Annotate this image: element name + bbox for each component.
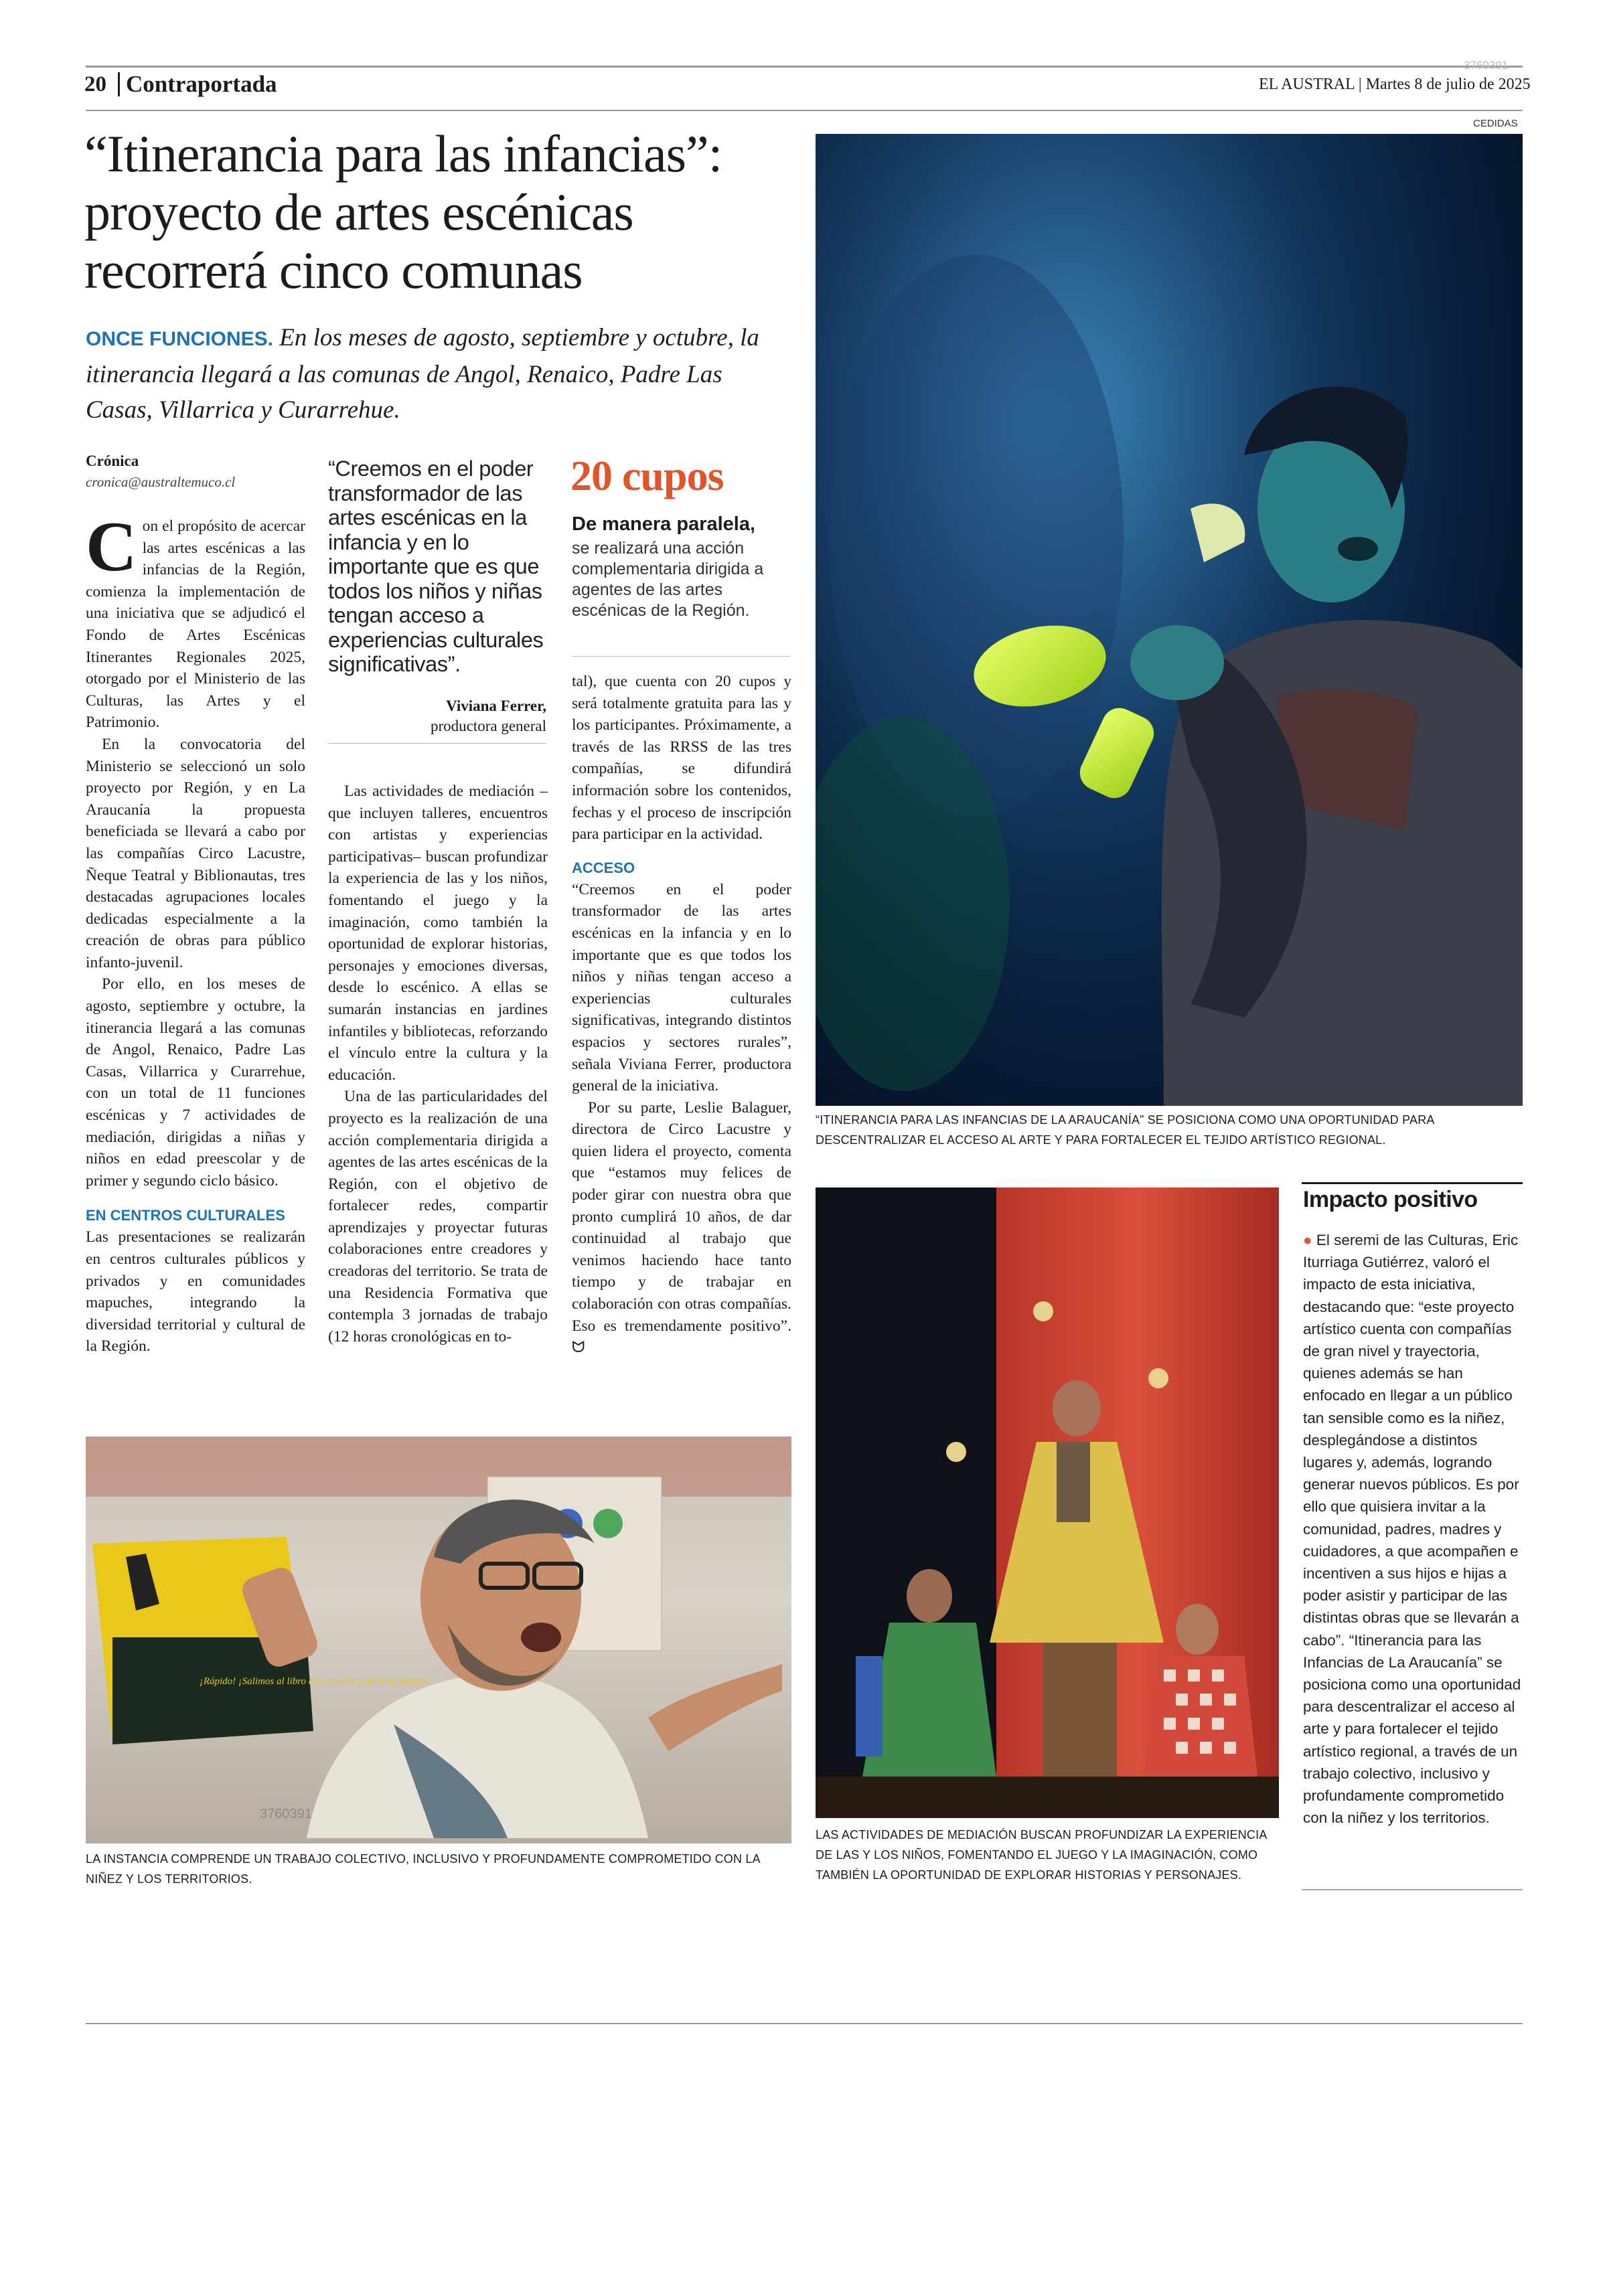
jugglers-photo-caption: LAS ACTIVIDADES DE MEDIACIÓN BUSCAN PROFUNDIZAR LA EXPERIENCIA DE LAS Y LOS NIÑOS, FOMENTANDO EL JUEGO Y LA IMAGINACIÓN, COMO TAMBIÉN LA OPORTUNIDAD DE EXPLORAR HISTORIAS Y PERSONAJES. [816, 1828, 1267, 1882]
factbox-lead: De manera paralela, [572, 513, 756, 535]
pull-quote-role: productora general [430, 718, 546, 734]
factbox-rule [572, 656, 790, 657]
drop-cap: C [86, 507, 137, 586]
byline-author: Crónica [86, 453, 139, 469]
subhead-acceso: ACCESO [572, 859, 635, 876]
performer-illustration [816, 134, 1523, 1106]
photo-watermark: 3760391 [260, 1807, 312, 1821]
deck-label: ONCE FUNCIONES. [86, 328, 274, 350]
deck-text: En los meses de agosto, septiembre y octubre, la itinerancia llegará a las comunas de Angol, Renaico, Padre Las Casas, Villarrica y Curarrehue. [86, 324, 759, 424]
paragraph: Con el propósito de acercar las artes escénicas a las infancias de la Región, comienza la implementación de una iniciativa que se adjudicó el Fondo de Artes Escénicas Itinerantes Regionales 2025, otorgado por el Ministerio de las Culturas, las Artes y el Patrimonio. [86, 507, 305, 732]
publication-name: EL AUSTRAL [1259, 76, 1355, 93]
deck [86, 320, 794, 428]
paragraph: Por ello, en los meses de agosto, septiembre y octubre, la itinerancia llegará a las comunas de Angol, Renaico, Padre Las Casas, Villarrica y Curarrehue, con un total de 11 funciones escénicas y 7 actividades de mediación, dirigidas a niñas y niños en edad preescolar y de primer y segundo ciclo básico. [86, 975, 305, 1190]
reader-photo [86, 1437, 791, 1843]
main-photo-caption: “ITINERANCIA PARA LAS INFANCIAS DE LA ARAUCANÍA” SE POSICIONA COMO UNA OPORTUNIDAD PARA DESCENTRALIZAR EL ACCESO AL ARTE Y PARA FORTALECER EL TEJIDO ARTÍSTICO REGIONAL. [816, 1113, 1434, 1147]
page-number: 20 [84, 72, 106, 96]
pull-quote-attribution [328, 696, 546, 736]
main-photo [816, 134, 1523, 1106]
sidebar-bottom-rule [1302, 1889, 1523, 1890]
factbox-title: 20 cupos [570, 452, 724, 499]
sidebar-title: Impacto positivo [1303, 1187, 1478, 1212]
quote-rule [328, 743, 546, 744]
sidebar-text [1303, 1229, 1521, 1829]
pull-quote-text: “Creemos en el poder transformador de las artes escénicas en la infancia y en lo importante que es que todos los niños y niñas tengan acceso a experiencias culturales significativas”. [328, 457, 544, 676]
header-top-rule [86, 66, 1523, 68]
page-code: 3760391 [1464, 59, 1509, 72]
paragraph: “Creemos en el poder transformador de las artes escénicas en la infancia y en lo importante que es que todos los niños y niñas tengan acceso a experiencias culturales significativas, integrando distintos espacios y sectores rurales”, señala Viviana Ferrer, productora general de la iniciativa. [572, 880, 791, 1095]
jugglers-illustration [816, 1187, 1279, 1818]
jugglers-photo [816, 1187, 1279, 1818]
pull-quote-name: Viviana Ferrer, [446, 698, 546, 714]
header-bottom-rule [86, 110, 1523, 111]
paragraph: tal), que cuenta con 20 cupos y será totalmente gratuita para las y los participantes. Próximamente, a través de las RRSS de las tres compañías, se difundirá información sobre los contenidos, fechas y el proceso de inscripción para participar en la actividad. [572, 673, 791, 843]
section-name: Contraportada [126, 71, 277, 97]
publication-date: Martes 8 de julio de 2025 [1365, 76, 1531, 93]
article-column-2 [328, 781, 548, 1347]
article-column-3 [572, 671, 791, 1359]
end-mark: ᗢ [572, 1339, 585, 1357]
book-text: ¡Rápido! ¡Salimos al libro a la cancha y gana la página! [200, 1676, 429, 1687]
paragraph: En la convocatoria del Ministerio se seleccionó un solo proyecto por Región, y en La Araucanía la propuesta beneficiada se llevará a cabo por las compañías Circo Lacustre, Ñeque Teatral y Biblionautas, tres destacadas agrupaciones locales dedicadas especialmente a la creación de obras para público infanto-juvenil. [86, 735, 305, 971]
header-divider [118, 72, 120, 96]
sidebar-bullet-icon: ● [1303, 1232, 1312, 1248]
photo-credit: CEDIDAS [1473, 118, 1518, 129]
sidebar-body: El seremi de las Culturas, Eric Iturriaga Gutiérrez, valoró el impacto de esta iniciativa, destacando que: “este proyecto artístico cuenta con compañías de gran nivel y trayectoria, quienes además se han enfocado en llegar a un público tan sensible como es la niñez, desplegándose a distintos lugares y, además, logrando generar nuevos públicos. Es por ello que quisiera invitar a la comunidad, padres, madres y cuidadores, a que acompañen e incentiven a sus hijos e hijas a poder asistir y participar de las distintas obras que se llevarán a cabo”. “Itinerancia para las Infancias de La Araucanía” se posiciona como una oportunidad para descentralizar el acceso al arte y para fortalecer el tejido artístico regional, a través de un trabajo colectivo, inclusivo y profundamente comprometido con la niñez y los territorios. [1303, 1232, 1521, 1827]
headline: “Itinerancia para las infancias”: proyecto de artes escénicas recorrerá cinco comunas [84, 125, 722, 299]
sidebar-top-rule [1302, 1182, 1523, 1184]
publication-line: EL AUSTRAL | Martes 8 de julio de 2025 [1259, 76, 1531, 93]
subhead-centros: EN CENTROS CULTURALES [86, 1207, 285, 1224]
paragraph: Las actividades de mediación –que incluyen talleres, encuentros con artistas y experiencias participativas– buscan profundizar la experiencia de las y los niños, fomentando el juego y la imaginación, como también la oportunidad de explorar historias, personajes y emociones diversas, desde lo escénico. A ellas se sumarán instancias en jardines infantiles y bibliotecas, reforzando el vínculo entre la cultura y la educación. [328, 783, 548, 1084]
paragraph: Una de las particularidades del proyecto es la realización de una acción complementaria dirigida a agentes de las artes escénicas de la Región, con el objetivo de fortalecer redes, compartir aprendizajes y proyectar futuras colaboraciones entre creadores y creadoras del territorio. Se trata de una Residencia Formativa que contempla 3 jornadas de trabajo (12 horas cronológicas en to- [328, 1088, 548, 1345]
footer-rule [86, 2023, 1523, 2024]
factbox-text: se realizará una acción complementaria dirigida a agentes de las artes escénicas de la Región. [572, 539, 764, 620]
byline-email[interactable]: cronica@australtemuco.cl [86, 474, 236, 490]
reader-photo-caption: LA INSTANCIA COMPRENDE UN TRABAJO COLECTIVO, INCLUSIVO Y PROFUNDAMENTE COMPROMETIDO CON LA NIÑEZ Y LOS TERRITORIOS. [86, 1852, 760, 1886]
paragraph: Por su parte, Leslie Balaguer, directora de Circo Lacustre y quien lidera el proyecto, comenta que “estamos muy felices de poder girar con nuestra obra que pronto cumplirá 10 años, de dar continuidad al trabajo que venimos haciendo hace tanto tiempo y de trabajar en colaboración con otras compañías. Eso es tremendamente positivo”. ᗢ [572, 1098, 791, 1357]
reader-illustration [86, 1437, 791, 1843]
article-column-1 [86, 507, 305, 1358]
paragraph: Las presentaciones se realizarán en centros culturales públicos y privados y en comunidades mapuches, integrando la diversidad territorial y cultural de la Región. [86, 1228, 305, 1356]
